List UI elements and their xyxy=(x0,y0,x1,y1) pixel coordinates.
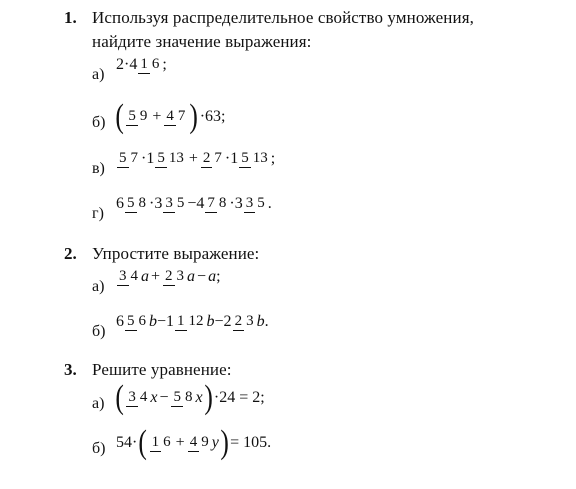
term: ·3 xyxy=(149,195,163,212)
punctuation: . xyxy=(264,313,269,330)
task-3a-label: а) xyxy=(92,395,105,412)
left-paren: ( xyxy=(138,424,148,461)
operator: − xyxy=(159,389,169,406)
task-3a-expression xyxy=(114,381,265,415)
punctuation: . xyxy=(267,195,272,212)
operator: + xyxy=(151,268,161,285)
task-1-text-line1: Используя распределительное свойство умножения, xyxy=(92,8,474,27)
task-2-number: 2. xyxy=(64,244,77,263)
variable: x xyxy=(195,389,203,406)
fraction: 5 8 xyxy=(127,195,146,212)
punctuation: ; xyxy=(270,150,276,167)
task-1b-label: б) xyxy=(92,114,106,131)
task-1-number: 1. xyxy=(64,8,77,27)
term: 6 xyxy=(116,313,124,330)
fraction: 3 4 xyxy=(119,268,138,285)
task-1d-label: г) xyxy=(92,205,104,222)
term: ·63; xyxy=(199,108,226,125)
term: ·1 xyxy=(141,150,155,167)
term: ·24 = 2; xyxy=(213,389,265,406)
left-paren: ( xyxy=(115,98,124,135)
left-paren: ( xyxy=(115,379,124,416)
task-2b-label: б) xyxy=(92,323,106,340)
term: ·3 xyxy=(229,195,243,212)
fraction: 4 7 xyxy=(166,108,186,125)
term: 6 xyxy=(116,195,124,212)
task-1a-expression xyxy=(116,56,167,74)
task-2a-label: а) xyxy=(92,278,105,295)
right-paren: ) xyxy=(203,379,213,416)
fraction: 2 3 xyxy=(165,268,185,285)
term: 2·4 xyxy=(116,56,138,73)
punctuation: ; xyxy=(216,268,221,285)
operator: + xyxy=(175,434,185,451)
task-3b-label: б) xyxy=(92,440,106,457)
term: −1 xyxy=(157,313,175,330)
fraction: 4 9 xyxy=(189,434,209,451)
task-3-number: 3. xyxy=(64,360,77,379)
operator: + xyxy=(188,150,198,167)
task-1c-label: в) xyxy=(92,160,105,177)
task-2-text: Упростите выражение: xyxy=(92,244,260,263)
variable: b xyxy=(256,313,265,330)
task-2a-expression xyxy=(116,268,221,286)
right-paren: ) xyxy=(220,424,229,461)
fraction: 5 13 xyxy=(157,150,184,167)
fraction: 5 7 xyxy=(119,150,138,167)
operator: + xyxy=(152,108,162,125)
fraction: 1 6 xyxy=(140,56,160,73)
fraction: 3 5 xyxy=(245,195,265,212)
fraction: 5 13 xyxy=(241,150,268,167)
fraction: 5 9 xyxy=(128,108,148,125)
fraction: 5 8 xyxy=(173,389,193,406)
task-1a-label: а) xyxy=(92,66,105,83)
task-1d-expression xyxy=(116,195,272,213)
task-3-text: Решите уравнение: xyxy=(92,360,232,379)
right-paren: ) xyxy=(189,98,199,135)
punctuation: ; xyxy=(162,56,167,73)
variable: b xyxy=(149,313,157,330)
fraction: 3 4 xyxy=(128,389,148,406)
term: −2 xyxy=(214,313,232,330)
task-2b-expression xyxy=(116,313,269,331)
term: = 105. xyxy=(230,434,272,451)
fraction: 2 3 xyxy=(234,313,254,330)
task-1-text-line2: найдите значение выражения: xyxy=(92,32,312,51)
task-1b-expression xyxy=(114,100,225,134)
variable: x xyxy=(150,389,158,406)
fraction: 1 12 xyxy=(177,313,204,330)
term: ·1 xyxy=(224,150,239,167)
variable: a xyxy=(187,268,196,285)
variable: a xyxy=(141,268,149,285)
fraction: 7 8 xyxy=(207,195,227,212)
term: −4 xyxy=(187,195,205,212)
fraction: 3 5 xyxy=(165,195,185,212)
fraction: 2 7 xyxy=(202,150,222,167)
task-1c-expression xyxy=(116,150,275,168)
fraction: 1 6 xyxy=(151,434,171,451)
task-3b-expression xyxy=(116,426,271,460)
fraction: 5 6 xyxy=(127,313,146,330)
variable: y xyxy=(211,434,219,451)
variable: b xyxy=(206,313,215,330)
operator: − xyxy=(197,268,207,285)
term: 54· xyxy=(116,434,138,451)
variable: a xyxy=(208,268,217,285)
